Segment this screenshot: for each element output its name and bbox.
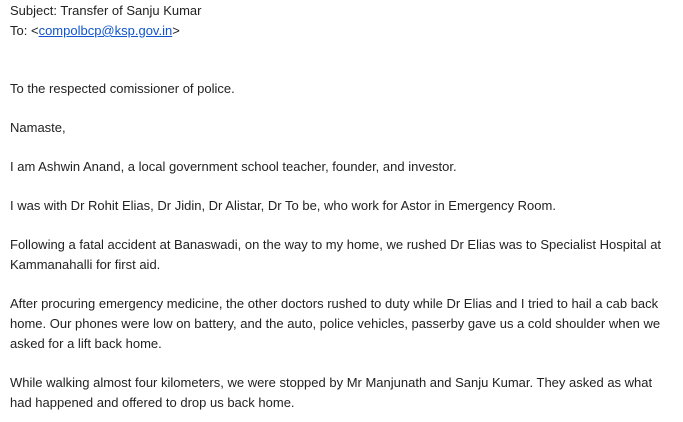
recipient-email-link[interactable]: compolbcp@ksp.gov.in <box>38 23 173 38</box>
body-paragraph: After procuring emergency medicine, the other doctors rushed to duty while Dr Elias and I tried to hail a cab back home. Our phones were low on battery, and the auto, police vehicles, passerby gave us a cold shoulder when we asked for a lift back home. <box>10 296 661 351</box>
email-body <box>10 79 673 413</box>
body-paragraph: While walking almost four kilometers, we were stopped by Mr Manjunath and Sanju Kumar. They asked as what had happened and offered to drop us back home. <box>10 375 653 410</box>
to-close-bracket: > <box>172 23 180 38</box>
subject-text: Transfer of Sanju Kumar <box>60 3 202 18</box>
greeting-paragraph: Namaste, <box>10 120 66 135</box>
to-open-bracket: < <box>30 23 39 38</box>
body-paragraph: I was with Dr Rohit Elias, Dr Jidin, Dr Alistar, Dr To be, who work for Astor in Emergency Room. <box>10 198 556 213</box>
subject-line <box>10 1 673 21</box>
to-label: To: <box>10 23 31 38</box>
spacer <box>10 41 673 79</box>
body-paragraph: Following a fatal accident at Banaswadi, on the way to my home, we rushed Dr Elias was to Specialist Hospital at Kammanahalli for first aid. <box>10 237 662 272</box>
to-line <box>10 21 673 41</box>
body-paragraph: I am Ashwin Anand, a local government school teacher, founder, and investor. <box>10 159 457 174</box>
subject-label: Subject: <box>10 3 61 18</box>
salutation-paragraph: To the respected comissioner of police. <box>10 81 235 96</box>
